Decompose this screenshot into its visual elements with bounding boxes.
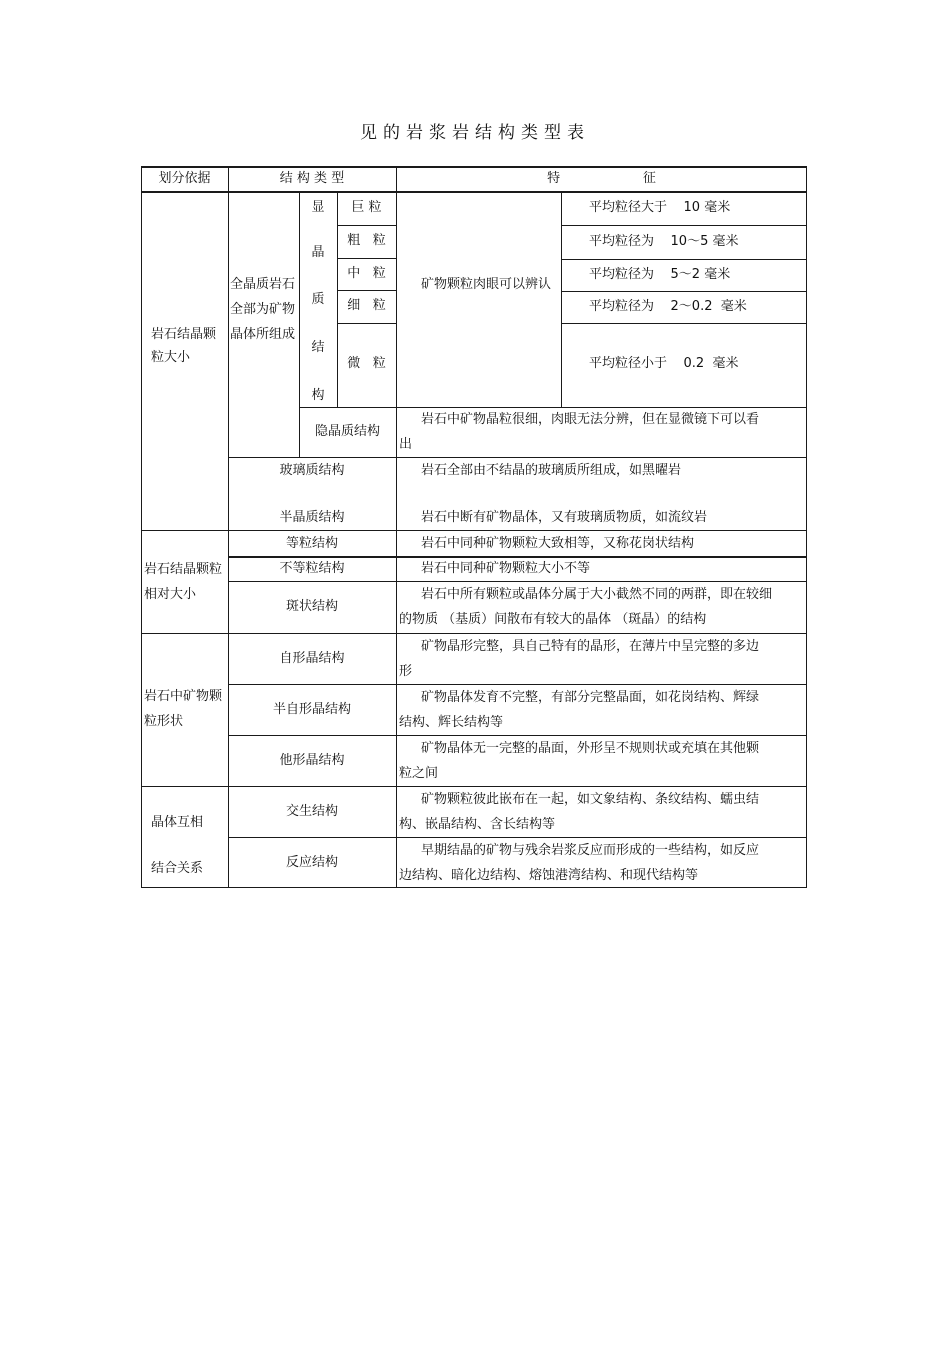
reaction-desc: 早期结晶的矿物与残余岩浆反应而形成的一些结构，如反应边结构、暗化边结构、熔蚀港湾结构、和现代结构等 — [399, 843, 760, 883]
full-crystalline-label: 全晶质岩石全部为矿物晶体所组成 — [230, 277, 296, 342]
group-relative-size: 岩石结晶颗粒相对大小 — [144, 562, 223, 602]
intergrowth-desc: 矿物颗粒彼此嵌布在一起，如文象结构、条纹结构、蠕虫结构、嵌晶结构、含长结构等 — [399, 792, 760, 832]
grain-fine: 细 粒 — [347, 298, 386, 313]
grain-giant-desc: 平均粒径大于 10 毫米 — [589, 200, 731, 215]
equigranular-desc: 岩石中同种矿物颗粒大致相等，又称花岗状结构 — [421, 536, 695, 551]
inequigranular-label: 不等粒结构 — [279, 561, 345, 576]
group-crystal-size: 岩石结晶颗粒大小 — [151, 327, 217, 365]
grain-micro-desc: 平均粒径小于 0.2 毫米 — [589, 356, 739, 371]
grain-micro: 微 粒 — [347, 356, 386, 371]
hemicrystalline-label: 半晶质结构 — [279, 510, 345, 525]
header-feature: 特 征 — [547, 171, 656, 186]
intergrowth-label: 交生结构 — [285, 804, 338, 819]
porphyritic-desc: 岩石中所有颗粒或晶体分属于大小截然不同的两群，即在较细的物质 （基质）间散布有较大的晶体 （斑晶）的结构 — [399, 587, 773, 627]
group-grain-shape: 岩石中矿物颗粒形状 — [144, 689, 223, 729]
equigranular-label: 等粒结构 — [285, 536, 338, 551]
hemicrystalline-desc: 岩石中断有矿物晶体，又有玻璃质物质，如流纹岩 — [421, 510, 708, 525]
porphyritic-label: 斑状结构 — [285, 599, 338, 614]
group-crystal-combination: 晶体互相结合关系 — [151, 815, 204, 876]
reaction-label: 反应结构 — [285, 855, 338, 870]
hypidiomorphic-label: 半自形晶结构 — [272, 702, 351, 717]
idiomorphic-desc: 矿物晶形完整，具自己特有的晶形，在薄片中呈完整的多边形 — [399, 639, 760, 679]
idiomorphic-label: 自形晶结构 — [279, 651, 345, 666]
inequigranular-desc: 岩石中同种矿物颗粒大小不等 — [421, 561, 591, 576]
allotriomorphic-desc: 矿物晶体无一完整的晶面，外形呈不规则状或充填在其他颗粒之间 — [399, 741, 760, 781]
header-type: 结 构 类 型 — [279, 171, 345, 186]
grain-medium-desc: 平均粒径为 5～2 毫米 — [589, 267, 731, 282]
glassy-label: 玻璃质结构 — [279, 463, 345, 478]
grain-coarse: 粗 粒 — [347, 233, 386, 248]
visible-grain-desc: 矿物颗粒肉眼可以辨认 — [421, 277, 552, 292]
page-title: 见的岩浆岩结构类型表 — [360, 123, 590, 143]
grain-fine-desc: 平均粒径为 2～0.2 毫米 — [589, 299, 747, 314]
header-basis: 划分依据 — [158, 171, 211, 186]
structure-table: 划分依据 结 构 类 型 特 征 岩石结晶颗粒大小 全晶质岩石全部为矿物晶体所组成 显 晶 质 结 构 巨 粒 粗 粒 中 粒 细 粒 微 粒 矿物颗粒肉眼可以辨认 平均粒径大于 10 毫米 平均粒径为 10～5 毫米 平均粒径为 5～2 毫米 平均粒径为 2～0.2 毫米 平均粒径小于 0.2 毫米 隐晶质结构 岩石中矿物晶粒很细，肉眼无法分辨，但在显微镜下可以看出 玻璃质结构 岩石全部由不结晶的玻璃质所组成，如黑曜岩 半晶质结构 岩石中断有矿物晶体，又有玻璃质物质，如流纹岩 岩石结晶颗粒相对大小 等粒结构 岩石中同种矿物颗粒大致相等，又称花岗状结构 不等粒结构 岩石中同种矿物颗粒大小不等 斑状结构 岩石中所有颗粒或晶体分属于大小截然不同的两群，即在较细的物质 （基质）间散布有较大的晶体 （斑晶）的结构 岩石中矿物颗粒形状 自形晶结构 矿物晶形完整，具自己特有的晶形，在薄片中呈完整的多边形 半自形晶结构 矿物晶体发育不完整，有部分完整晶面，如花岗结构、辉绿结构、辉长结构等 他形晶结构 矿物晶体无一完整的晶面，外形呈不规则状或充填在其他颗粒之间 晶体互相结合关系 交生结构 矿物颗粒彼此嵌布在一起，如文象结构、条纹结构、蠕虫结构、嵌晶结构、含长结构等 反应结构 早期结晶的矿物与残余岩浆反应而形成的一些结构，如反应边结构、暗化边结构、熔蚀港湾结构、和现代结构等 — [141, 166, 807, 888]
cryptocrystalline-desc: 岩石中矿物晶粒很细，肉眼无法分辨，但在显微镜下可以看出 — [399, 412, 760, 452]
grain-medium: 中 粒 — [347, 266, 386, 281]
hypidiomorphic-desc: 矿物晶体发育不完整，有部分完整晶面，如花岗结构、辉绿结构、辉长结构等 — [399, 690, 760, 730]
cryptocrystalline-label: 隐晶质结构 — [314, 424, 380, 439]
allotriomorphic-label: 他形晶结构 — [279, 753, 345, 768]
grain-coarse-desc: 平均粒径为 10～5 毫米 — [589, 234, 739, 249]
grain-coarse-giant: 巨 粒 — [351, 200, 382, 215]
glassy-desc: 岩石全部由不结晶的玻璃质所组成，如黑曜岩 — [421, 463, 682, 478]
